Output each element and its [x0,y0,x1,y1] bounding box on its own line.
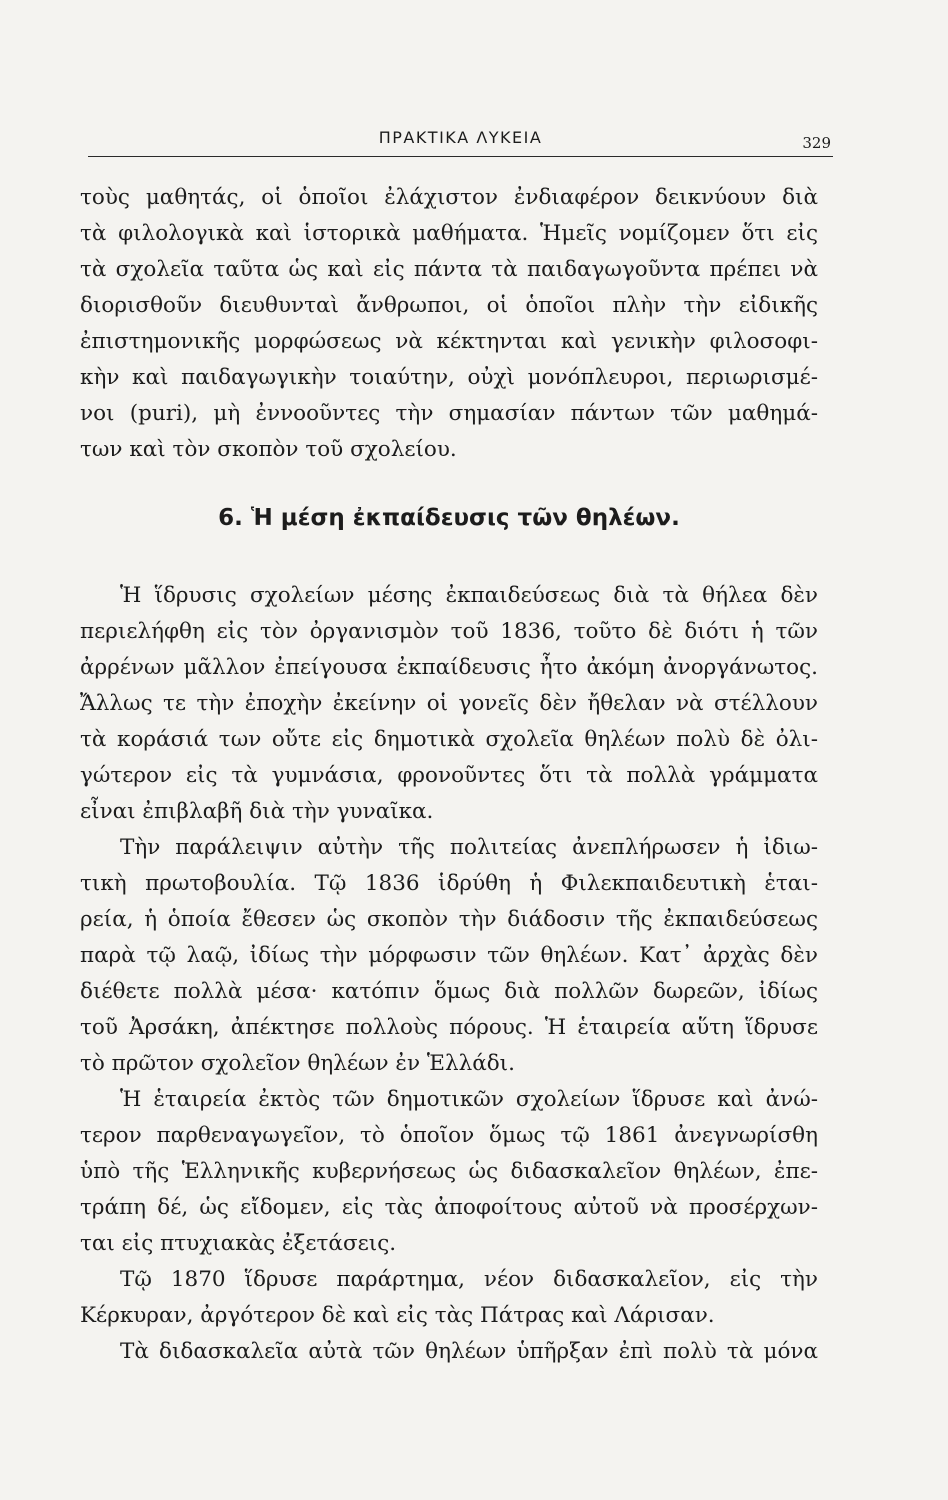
text-line: τὸ πρῶτον σχολεῖον θηλέων ἐν Ἑλλάδι. [80,1051,515,1076]
section-heading: 6. Ἡ μέση ἐκπαίδευσις τῶν θηλέων. [218,505,680,531]
text-line: Ἄλλως τε τὴν ἐποχὴν ἐκείνην οἱ γονεῖς δὲν ἤθελαν νὰ στέλλουν [80,691,818,716]
text-line: Τῷ 1870 ἵδρυσε παράρτημα, νέον διδασκαλεῖον, εἰς τὴν [120,1267,818,1292]
text-line: τικὴ πρωτοβουλία. Τῷ 1836 ἱδρύθη ἡ Φιλεκπαιδευτικὴ ἑται- [80,871,818,896]
text-line: τὰ φιλολογικὰ καὶ ἱστορικὰ μαθήματα. Ἡμεῖς νομίζομεν ὅτι εἰς [80,221,818,246]
text-line: Τὴν παράλειψιν αὐτὴν τῆς πολιτείας ἀνεπλήρωσεν ἡ ἰδιω- [120,835,818,860]
text-line: Τὰ διδασκαλεῖα αὐτὰ τῶν θηλέων ὑπῆρξαν ἐπὶ πολὺ τὰ μόνα [120,1339,818,1364]
text-line: τοῦ Ἀρσάκη, ἀπέκτησε πολλοὺς πόρους. Ἡ ἑταιρεία αὕτη ἵδρυσε [80,1015,818,1040]
text-line: ται εἰς πτυχιακὰς ἐξετάσεις. [80,1231,397,1256]
text-line: τράπη δέ, ὡς εἴδομεν, εἰς τὰς ἀποφοίτους αὐτοῦ νὰ προσέρχων- [80,1195,818,1220]
text-line: τερον παρθεναγωγεῖον, τὸ ὁποῖον ὅμως τῷ 1861 ἀνεγνωρίσθη [80,1123,818,1148]
text-line: τὰ κοράσιά των οὔτε εἰς δημοτικὰ σχολεῖα θηλέων πολὺ δὲ ὀλι- [80,727,818,752]
text-line: ἐπιστημονικῆς μορφώσεως νὰ κέκτηνται καὶ γενικὴν φιλοσοφι- [80,329,818,354]
text-line: εἶναι ἐπιβλαβῆ διὰ τὴν γυναῖκα. [80,799,434,824]
text-line: των καὶ τὸν σκοπὸν τοῦ σχολείου. [80,437,457,462]
text-line: ρεία, ἡ ὁποία ἔθεσεν ὡς σκοπὸν τὴν διάδοσιν τῆς ἐκπαιδεύσεως [80,907,818,932]
text-line: διορισθοῦν διευθυνταὶ ἄνθρωποι, οἱ ὁποῖοι πλὴν τὴν εἰδικῆς [80,293,818,318]
text-line: τὰ σχολεῖα ταῦτα ὡς καὶ εἰς πάντα τὰ παιδαγωγοῦντα πρέπει νὰ [80,257,818,282]
text-line: ἀρρένων μᾶλλον ἐπείγουσα ἐκπαίδευσις ἦτο ἀκόμη ἀνοργάνωτος. [80,655,818,680]
text-line: ὑπὸ τῆς Ἑλληνικῆς κυβερνήσεως ὡς διδασκαλεῖον θηλέων, ἐπε- [80,1159,818,1184]
page-header [88,126,833,157]
text-line: παρὰ τῷ λαῷ, ἰδίως τὴν μόρφωσιν τῶν θηλέων. Κατ᾽ ἀρχὰς δὲν [80,943,818,968]
text-line: περιελήφθη εἰς τὸν ὀργανισμὸν τοῦ 1836, τοῦτο δὲ διότι ἡ τῶν [80,619,818,644]
text-line: νοι (puri), μὴ ἐννοοῦντες τὴν σημασίαν πάντων τῶν μαθημά- [80,401,818,426]
text-line: διέθετε πολλὰ μέσα· κατόπιν ὅμως διὰ πολλῶν δωρεῶν, ἰδίως [80,979,818,1004]
text-line: Ἡ ἑταιρεία ἐκτὸς τῶν δημοτικῶν σχολείων ἵδρυσε καὶ ἀνώ- [120,1087,818,1112]
page-number: 329 [802,134,831,152]
text-line: Κέρκυραν, ἀργότερον δὲ καὶ εἰς τὰς Πάτρας καὶ Λάρισαν. [80,1303,715,1328]
text-line: Ἡ ἵδρυσις σχολείων μέσης ἐκπαιδεύσεως διὰ τὰ θήλεα δὲν [120,583,818,608]
text-line: κὴν καὶ παιδαγωγικὴν τοιαύτην, οὐχὶ μονόπλευροι, περιωρισμέ- [80,365,818,390]
text-line: τοὺς μαθητάς, οἱ ὁποῖοι ἐλάχιστον ἐνδιαφέρον δεικνύουν διὰ [80,185,818,210]
text-line: γώτερον εἰς τὰ γυμνάσια, φρονοῦντες ὅτι τὰ πολλὰ γράμματα [80,763,818,788]
running-title: ΠΡΑΚΤΙΚΑ ΛΥΚΕΙΑ [378,128,543,147]
